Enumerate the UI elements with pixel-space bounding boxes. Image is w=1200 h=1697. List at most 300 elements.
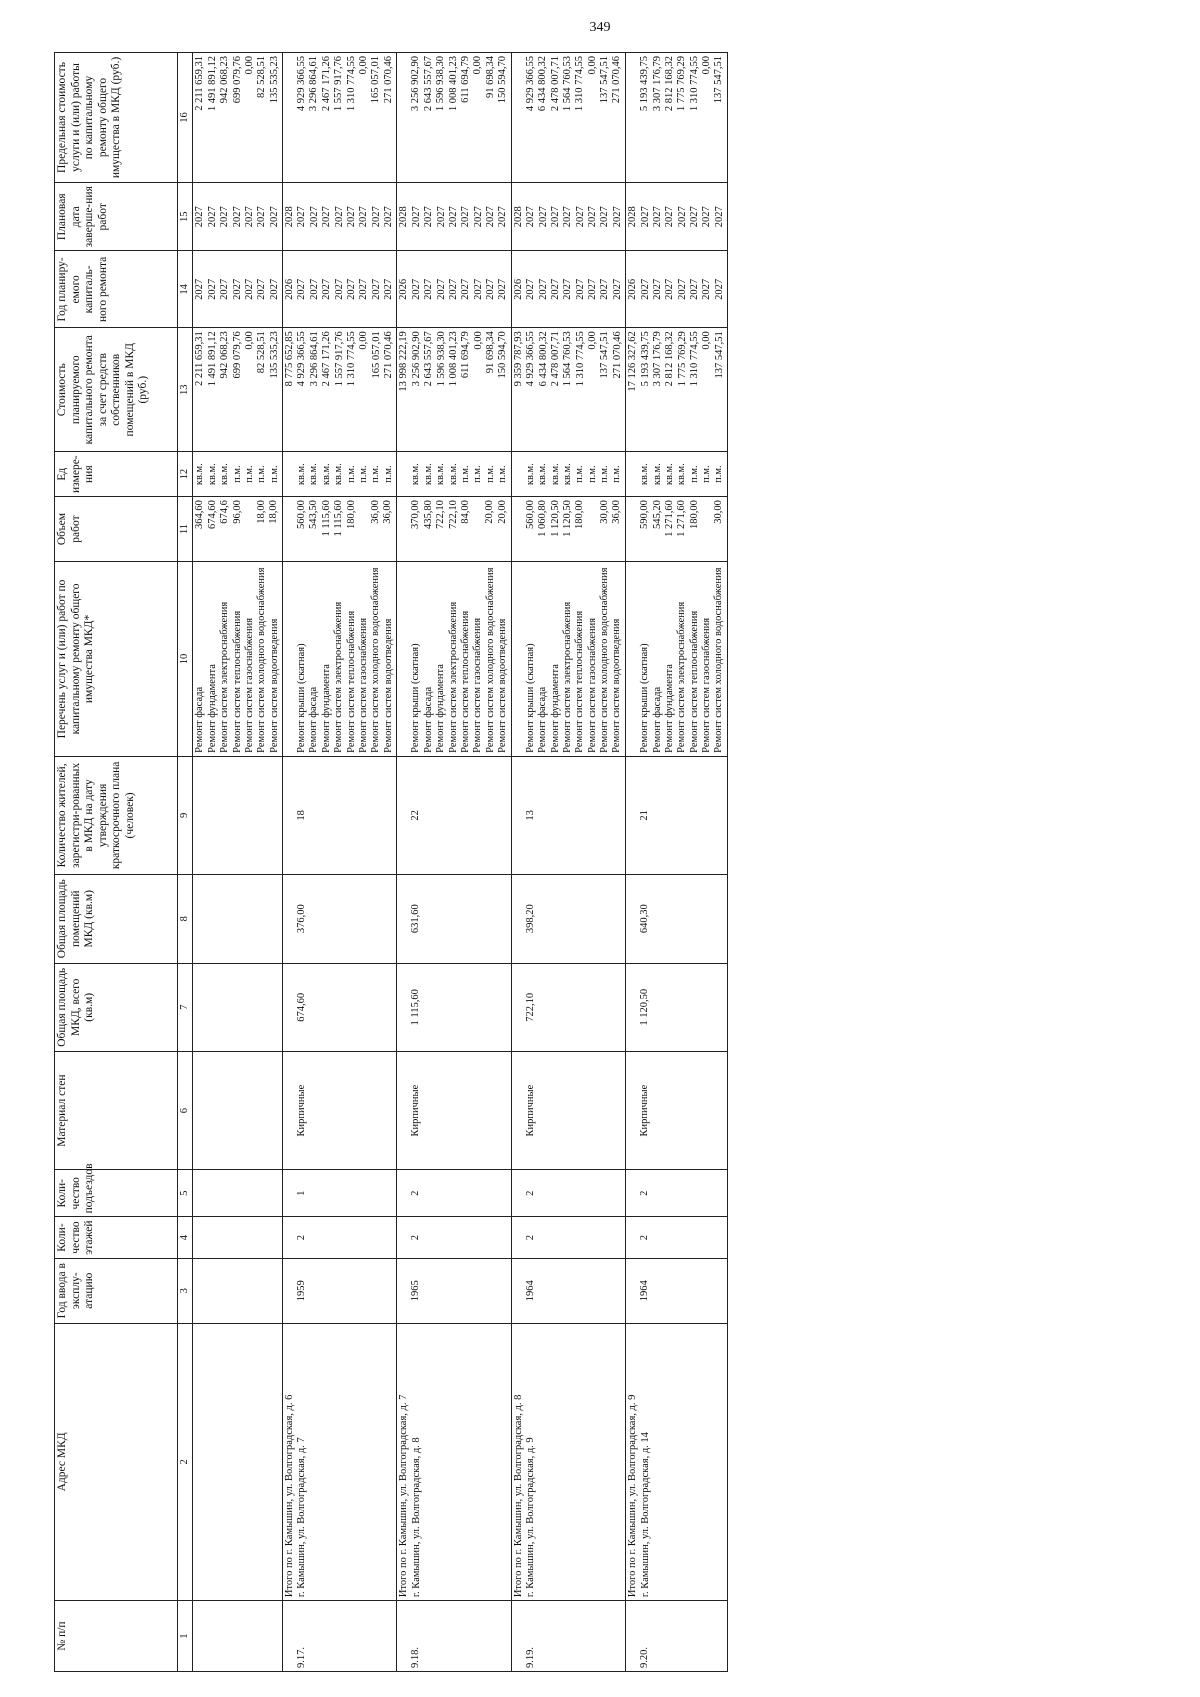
work-volume: 180,00	[345, 500, 357, 529]
address	[194, 1327, 206, 1598]
wall-material-cell	[193, 1052, 283, 1170]
work-name: Ремонт систем газоснабжения	[586, 617, 598, 753]
column-number: 1	[178, 1601, 193, 1672]
work-volume: 674,60	[206, 500, 218, 529]
work-end-date: 2027	[383, 206, 394, 228]
total-area: 674,60	[296, 992, 307, 1022]
header-cell: Коли-чество этажей	[55, 1217, 178, 1258]
rooms-area: 376,00	[296, 904, 307, 934]
total-work-cost: 9 359 787,93	[512, 331, 524, 387]
work-cost: 1 008 401,23	[447, 331, 459, 387]
work-limit-cost: 4 929 366,55	[296, 56, 307, 112]
work-name: Ремонт фундамента	[206, 664, 218, 753]
work-unit: кв.м.	[308, 463, 320, 486]
work-name: Ремонт крыши (скатная)	[410, 643, 422, 753]
work-name: Ремонт крыши (скатная)	[296, 643, 307, 753]
work-cost: 1 491 891,12	[206, 331, 218, 387]
rooms-area: 631,60	[410, 904, 422, 934]
entrance-count-cell	[397, 1170, 511, 1217]
table-row	[397, 53, 511, 1672]
work-limit-cost: 2 211 659,31	[194, 56, 206, 111]
work-limit-cost: 3 307 176,79	[651, 56, 663, 112]
work-volume: 370,00	[410, 500, 422, 529]
work-name-cell	[193, 562, 283, 757]
work-volume-cell	[283, 497, 397, 562]
total-work-end-date: 2028	[284, 206, 295, 228]
work-end-date: 2027	[194, 206, 206, 228]
work-cost: 2 467 171,26	[321, 331, 333, 387]
work-volume: 1 060,80	[537, 500, 549, 537]
total-area-cell	[626, 963, 728, 1052]
year-of-commissioning-cell	[511, 1258, 625, 1323]
work-limit-cost: 1 008 401,23	[447, 56, 459, 112]
work-unit: кв.м.	[422, 463, 434, 486]
work-unit: п.м.	[713, 465, 725, 483]
column-number: 13	[178, 328, 193, 452]
work-end-date: 2027	[410, 206, 422, 228]
header-cell: № п/п	[55, 1601, 178, 1672]
work-end-date: 2027	[664, 206, 676, 228]
floor-count	[194, 1220, 206, 1254]
total-area: 1 120,50	[639, 988, 651, 1026]
header-cell: Ед измере-ния	[55, 452, 178, 497]
work-limit-cost: 137 547,51	[599, 56, 610, 104]
work-unit: п.м.	[231, 465, 243, 483]
work-cost: 2 812 168,32	[664, 331, 676, 387]
work-limit-cost: 135 535,23	[268, 56, 280, 104]
work-cost: 150 594,70	[497, 331, 509, 379]
work-year: 2027	[447, 278, 459, 300]
work-unit: кв.м.	[537, 463, 549, 486]
work-unit: кв.м.	[639, 463, 651, 486]
column-number: 2	[178, 1323, 193, 1601]
work-limit-cost: 150 594,70	[497, 56, 508, 104]
work-name: Ремонт систем теплоснабжения	[459, 610, 471, 753]
work-volume: 1 271,60	[663, 500, 675, 537]
total-label: Итого по г. Камышин, ул. Волгоградская, д. 7	[398, 1394, 410, 1598]
total-work-end-date: 2028	[398, 206, 410, 228]
work-name: Ремонт систем холодного водоснабжения	[256, 567, 268, 753]
row-number-cell	[397, 1601, 511, 1672]
work-end-date: 2027	[549, 206, 561, 228]
rooms-area-cell	[193, 874, 283, 963]
residents-count-cell	[283, 756, 397, 874]
wall-material: Кирпичные	[639, 1084, 651, 1137]
column-number: 14	[178, 251, 193, 328]
work-end-date: 2027	[256, 206, 268, 228]
work-name: Ремонт систем газоснабжения	[243, 617, 255, 753]
entrance-count: 1	[296, 1190, 307, 1196]
work-limit-cost: 0,00	[701, 56, 712, 75]
year-of-commissioning: 1964	[639, 1280, 651, 1302]
work-volume: 722,10	[447, 500, 459, 529]
work-volume: 560,00	[296, 500, 307, 529]
work-year: 2027	[383, 278, 394, 300]
work-year: 2027	[639, 278, 651, 300]
work-end-date: 2027	[447, 206, 459, 228]
work-limit-cost: 271 070,46	[611, 56, 623, 104]
work-end-date: 2027	[611, 206, 623, 228]
work-unit-cell	[283, 452, 397, 497]
row-number: 9.19.	[524, 1647, 536, 1668]
work-volume: 36,00	[611, 500, 622, 524]
column-number: 3	[178, 1258, 193, 1323]
work-year: 2027	[194, 278, 206, 300]
work-unit-cell	[397, 452, 511, 497]
table-row	[193, 53, 283, 1672]
work-end-date: 2027	[713, 206, 725, 228]
column-number: 10	[178, 562, 193, 757]
work-name: Ремонт систем холодного водоснабжения	[599, 567, 610, 753]
residents-count: 13	[524, 810, 536, 821]
work-unit: п.м.	[370, 465, 382, 483]
work-year: 2027	[410, 278, 422, 300]
work-limit-cost: 6 434 800,32	[537, 56, 549, 112]
year-of-commissioning: 1965	[410, 1280, 422, 1302]
work-year-cell	[283, 251, 397, 328]
work-year: 2027	[485, 278, 496, 300]
work-unit: п.м.	[357, 465, 369, 483]
work-volume	[701, 500, 713, 558]
work-year: 2027	[231, 278, 243, 300]
work-cost: 1 310 774,55	[574, 331, 586, 387]
work-limit-cost-cell	[626, 53, 728, 183]
work-end-date: 2027	[268, 206, 280, 228]
column-number: 6	[178, 1052, 193, 1170]
floor-count-cell	[626, 1217, 728, 1258]
work-end-date: 2027	[497, 206, 509, 228]
total-work-year: 2026	[398, 278, 410, 300]
work-volume: 36,00	[369, 500, 381, 524]
rooms-area: 640,30	[639, 904, 651, 934]
total-work-end-date: 2028	[627, 206, 639, 228]
work-limit-cost-cell	[397, 53, 511, 183]
work-volume: 96,00	[231, 500, 243, 524]
work-unit: п.м.	[688, 465, 700, 483]
rotated-sheet	[54, 52, 1154, 1672]
work-volume: 84,00	[459, 500, 471, 524]
entrance-count-cell	[511, 1170, 625, 1217]
row-number-cell	[511, 1601, 625, 1672]
work-limit-cost: 5 193 439,75	[639, 56, 651, 112]
column-number-row	[178, 53, 193, 1672]
work-unit: кв.м.	[524, 463, 536, 486]
work-end-date: 2027	[219, 206, 231, 228]
address: г. Камышин, ул. Волгоградская, д. 14	[639, 1432, 651, 1598]
work-name: Ремонт систем теплоснабжения	[345, 610, 357, 753]
column-number: 11	[178, 497, 193, 562]
header-cell: Год планиру-емого капиталь-ного ремонта	[55, 251, 178, 328]
work-year: 2027	[574, 278, 586, 300]
work-unit: кв.м.	[549, 463, 561, 486]
work-cost-cell	[397, 328, 511, 452]
work-year: 2027	[599, 278, 611, 300]
work-year: 2027	[472, 278, 484, 300]
work-volume: 20,00	[496, 500, 508, 524]
work-unit: п.м.	[472, 465, 484, 483]
work-limit-cost: 1 557 917,76	[333, 56, 345, 112]
column-number: 15	[178, 183, 193, 251]
work-volume	[472, 500, 484, 558]
work-cost: 1 564 760,53	[562, 331, 574, 387]
address-cell	[511, 1323, 625, 1601]
work-year: 2027	[537, 278, 549, 300]
work-end-date-cell	[397, 183, 511, 251]
page-number: 349	[589, 20, 611, 35]
column-number: 9	[178, 756, 193, 874]
work-name: Ремонт систем электроснабжения	[447, 601, 459, 753]
work-end-date: 2027	[423, 206, 435, 228]
work-unit: кв.м.	[663, 463, 675, 486]
work-year: 2027	[701, 278, 713, 300]
work-cost: 2 478 007,71	[549, 331, 561, 387]
work-cost: 942 068,23	[219, 331, 231, 379]
work-volume: 364,60	[194, 500, 206, 529]
header-cell: Стоимость планируемого капитального ремонта за счет средств собственников помещений в МКД (руб.)	[55, 328, 178, 452]
work-name: Ремонт систем газоснабжения	[357, 617, 369, 753]
work-volume: 18,00	[268, 500, 280, 524]
work-name: Ремонт систем водоотведения	[611, 618, 623, 753]
work-unit: кв.м.	[320, 463, 332, 486]
work-cost: 135 535,23	[268, 331, 280, 379]
work-limit-cost: 271 070,46	[382, 56, 394, 104]
wall-material: Кирпичные	[524, 1084, 536, 1137]
column-number: 5	[178, 1170, 193, 1217]
floor-count: 2	[296, 1234, 307, 1241]
work-year: 2027	[345, 278, 357, 300]
residents-count-cell	[511, 756, 625, 874]
work-unit-cell	[626, 452, 728, 497]
work-end-date: 2027	[651, 206, 663, 228]
total-work-cost: 17 126 327,62	[627, 331, 639, 392]
work-year: 2027	[689, 278, 700, 300]
work-end-date: 2027	[358, 206, 370, 228]
work-unit-cell	[193, 452, 283, 497]
column-number: 8	[178, 874, 193, 963]
work-cost: 1 557 917,76	[333, 331, 345, 387]
total-area	[194, 967, 206, 1049]
header-cell: Коли-чество подъездов	[55, 1170, 178, 1217]
work-volume: 20,00	[484, 500, 496, 524]
work-end-date: 2027	[537, 206, 549, 228]
total-label: Итого по г. Камышин, ул. Волгоградская, д. 6	[284, 1394, 295, 1598]
address: г. Камышин, ул. Волгоградская, д. 7	[296, 1437, 308, 1598]
wall-material-cell	[626, 1052, 728, 1170]
work-year: 2027	[497, 278, 509, 300]
work-year: 2027	[549, 278, 561, 300]
floor-count-cell	[511, 1217, 625, 1258]
work-name: Ремонт крыши (скатная)	[524, 643, 536, 753]
entrance-count: 2	[524, 1190, 536, 1196]
work-year: 2027	[460, 278, 472, 300]
work-limit-cost: 91 698,34	[484, 56, 496, 98]
header-cell: Общая площадь МКД, всего (кв.м)	[55, 963, 178, 1052]
total-label: Итого по г. Камышин, ул. Волгоградская, д. 8	[512, 1394, 524, 1598]
work-end-date: 2027	[599, 206, 611, 228]
entrance-count	[194, 1173, 206, 1213]
work-name: Ремонт систем водоотведения	[382, 618, 394, 753]
rooms-area-cell	[397, 874, 511, 963]
work-volume: 1 115,60	[333, 500, 345, 537]
work-limit-cost: 137 547,51	[713, 56, 725, 104]
work-year: 2027	[435, 278, 447, 300]
work-name: Ремонт крыши (скатная)	[639, 643, 651, 753]
work-unit: п.м.	[382, 465, 394, 483]
work-cost: 271 070,46	[611, 331, 623, 379]
work-cost: 3 256 902,90	[410, 331, 422, 387]
work-year: 2027	[370, 278, 382, 300]
total-area-cell	[193, 963, 283, 1052]
work-volume: 30,00	[598, 500, 610, 524]
total-label: Итого по г. Камышин, ул. Волгоградская, д. 9	[627, 1394, 639, 1598]
work-volume: 1 120,50	[549, 500, 561, 537]
work-unit: п.м.	[497, 465, 508, 483]
work-name-cell	[511, 562, 625, 757]
work-name: Ремонт систем электроснабжения	[219, 601, 231, 753]
header-cell: Материал стен	[55, 1052, 178, 1170]
work-end-date: 2027	[676, 206, 688, 228]
wall-material: Кирпичные	[410, 1084, 422, 1137]
table-body	[193, 53, 728, 1672]
work-cost: 0,00	[587, 331, 598, 350]
work-volume: 18,00	[255, 500, 267, 524]
work-name: Ремонт систем холодного водоснабжения	[484, 567, 496, 753]
work-end-date: 2027	[370, 206, 382, 228]
work-volume: 674,6	[219, 500, 231, 524]
work-cost: 4 929 366,55	[296, 331, 308, 387]
work-end-date-cell	[511, 183, 625, 251]
work-cost: 165 057,01	[370, 331, 382, 379]
total-work-year: 2026	[512, 278, 524, 300]
entrance-count-cell	[626, 1170, 728, 1217]
work-volume: 560,00	[524, 500, 536, 529]
work-end-date: 2027	[689, 206, 700, 228]
work-year: 2027	[321, 278, 333, 300]
work-limit-cost-cell	[511, 53, 625, 183]
wall-material-cell	[283, 1052, 397, 1170]
work-unit: п.м.	[586, 465, 598, 483]
work-unit: кв.м.	[676, 463, 688, 486]
work-name: Ремонт фасада	[537, 686, 549, 753]
work-unit: кв.м.	[410, 463, 422, 486]
work-name: Ремонт систем холодного водоснабжения	[713, 567, 725, 753]
rooms-area-cell	[283, 874, 397, 963]
work-cost: 699 079,76	[231, 331, 243, 379]
work-limit-cost: 699 079,76	[231, 56, 243, 104]
work-end-date: 2027	[308, 206, 320, 228]
residents-count: 22	[410, 810, 422, 821]
row-number-cell	[193, 1601, 283, 1672]
year-of-commissioning-cell	[283, 1258, 397, 1323]
floor-count: 2	[639, 1234, 651, 1241]
entrance-count-cell	[193, 1170, 283, 1217]
work-cost: 0,00	[358, 331, 370, 350]
work-year: 2027	[676, 278, 688, 300]
work-limit-cost: 1 310 774,55	[688, 56, 700, 112]
floor-count-cell	[283, 1217, 397, 1258]
work-cost: 82 528,51	[256, 331, 268, 374]
work-year: 2027	[219, 278, 231, 300]
work-cost: 4 929 366,55	[525, 331, 537, 387]
row-number: 9.17.	[296, 1647, 307, 1668]
work-cost: 0,00	[701, 331, 713, 350]
work-limit-cost: 1 310 774,55	[345, 56, 357, 112]
work-volume: 30,00	[713, 500, 724, 524]
work-volume: 180,00	[574, 500, 586, 529]
residents-count: 18	[296, 810, 307, 821]
work-volume: 1 115,60	[320, 500, 332, 537]
work-cost: 91 698,34	[485, 331, 496, 374]
work-limit-cost: 1 491 891,12	[206, 56, 218, 112]
work-cost: 271 070,46	[383, 331, 394, 379]
work-year: 2027	[651, 278, 663, 300]
work-end-date: 2027	[701, 206, 713, 228]
work-unit: п.м.	[599, 465, 610, 483]
year-of-commissioning: 1964	[524, 1280, 536, 1302]
header-row	[55, 53, 178, 1672]
work-cost: 6 434 800,32	[537, 331, 549, 387]
work-cost: 2 643 557,67	[423, 331, 435, 387]
work-year-cell	[397, 251, 511, 328]
entrance-count-cell	[283, 1170, 397, 1217]
work-cost-cell	[626, 328, 728, 452]
work-limit-cost: 4 929 366,55	[524, 56, 536, 112]
work-name: Ремонт фундамента	[435, 664, 447, 753]
work-cost: 137 547,51	[599, 331, 611, 379]
capital-repair-table	[54, 52, 728, 1672]
year-of-commissioning	[194, 1262, 206, 1320]
header-cell: Объем работ	[55, 497, 178, 562]
work-end-date: 2027	[587, 206, 598, 228]
wall-material	[194, 1055, 206, 1166]
total-area-cell	[397, 963, 511, 1052]
work-unit: кв.м.	[206, 463, 218, 486]
work-year: 2027	[562, 278, 574, 300]
total-work-end-date: 2028	[512, 206, 524, 228]
wall-material-cell	[397, 1052, 511, 1170]
work-limit-cost: 3 256 902,90	[410, 56, 422, 112]
work-unit: кв.м.	[651, 463, 663, 486]
work-name: Ремонт систем теплоснабжения	[574, 610, 586, 753]
work-unit: кв.м.	[219, 463, 231, 486]
address: г. Камышин, ул. Волгоградская, д. 9	[525, 1437, 537, 1598]
work-name: Ремонт систем теплоснабжения	[231, 610, 243, 753]
work-year: 2027	[358, 278, 370, 300]
header-cell: Предельная стоимость услуги и (или) работы по капитальному ремонту общего имущества в МКД (руб.)	[55, 53, 178, 183]
residents-count-cell	[626, 756, 728, 874]
row-number: 9.20.	[639, 1647, 651, 1668]
rooms-area: 398,20	[524, 904, 536, 934]
work-name-cell	[283, 562, 397, 757]
work-unit: кв.м.	[296, 463, 307, 486]
work-cost: 5 193 439,75	[639, 331, 651, 387]
work-year: 2027	[296, 278, 308, 300]
work-end-date: 2027	[574, 206, 586, 228]
work-volume: 543,50	[308, 500, 320, 529]
work-name: Ремонт фундамента	[549, 664, 561, 753]
work-unit: п.м.	[345, 465, 357, 483]
row-number	[194, 1604, 206, 1668]
work-unit: п.м.	[256, 465, 268, 483]
work-name: Ремонт систем электроснабжения	[676, 601, 688, 753]
work-limit-cost: 0,00	[357, 56, 369, 75]
work-year: 2027	[268, 278, 280, 300]
work-unit: кв.м.	[447, 463, 459, 486]
work-limit-cost: 1 596 938,30	[435, 56, 447, 112]
work-name: Ремонт систем водоотведения	[497, 618, 508, 753]
work-limit-cost: 1 310 774,55	[574, 56, 586, 112]
work-cost: 0,00	[243, 331, 255, 350]
